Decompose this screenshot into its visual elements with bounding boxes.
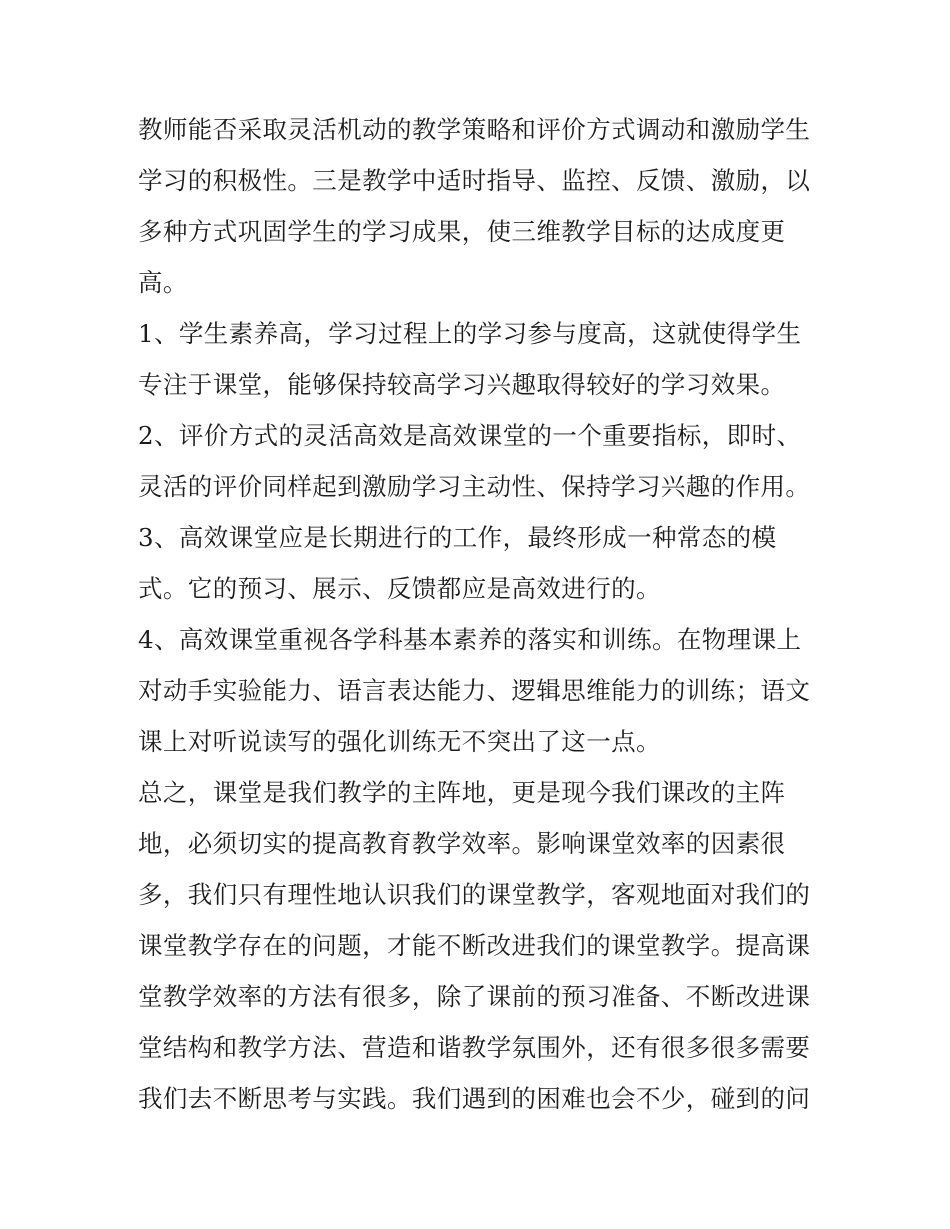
text-line: 4、高效课堂重视各学科基本素养的落实和训练。在物理课上 — [138, 625, 802, 654]
text-line: 堂结构和教学方法、营造和谐教学氛围外，还有很多很多需要 — [138, 1033, 811, 1062]
text-line: 多，我们只有理性地认识我们的课堂教学，客观地面对我们的 — [138, 880, 811, 909]
text-line: 学习的积极性。三是教学中适时指导、监控、反馈、激励，以 — [138, 166, 811, 195]
text-line: 灵活的评价同样起到激励学习主动性、保持学习兴趣的作用。 — [138, 472, 811, 501]
text-line: 式。它的预习、展示、反馈都应是高效进行的。 — [138, 574, 661, 603]
text-line: 教师能否采取灵活机动的教学策略和评价方式调动和激励学生 — [138, 115, 811, 144]
text-line: 对动手实验能力、语言表达能力、逻辑思维能力的训练；语文 — [138, 676, 811, 705]
text-line: 专注于课堂，能够保持较高学习兴趣取得较好的学习效果。 — [138, 370, 786, 399]
text-line: 3、高效课堂应是长期进行的工作，最终形成一种常态的模 — [138, 523, 777, 552]
text-line: 1、学生素养高，学习过程上的学习参与度高，这就使得学生 — [138, 319, 802, 348]
text-line: 高。 — [138, 268, 188, 297]
text-line: 2、评价方式的灵活高效是高效课堂的一个重要指标，即时、 — [138, 421, 802, 450]
text-line: 地，必须切实的提高教育教学效率。影响课堂效率的因素很 — [138, 829, 786, 858]
text-line: 我们去不断思考与实践。我们遇到的困难也会不少，碰到的问 — [138, 1084, 811, 1113]
text-line: 课堂教学存在的问题，才能不断改进我们的课堂教学。提高课 — [138, 931, 811, 960]
text-line: 课上对听说读写的强化训练无不突出了这一点。 — [138, 727, 661, 756]
document-body — [138, 104, 828, 1124]
text-line: 堂教学效率的方法有很多，除了课前的预习准备、不断改进课 — [138, 982, 811, 1011]
text-line: 多种方式巩固学生的学习成果，使三维教学目标的达成度更 — [138, 217, 786, 246]
text-line: 总之，课堂是我们教学的主阵地，更是现今我们课改的主阵 — [138, 778, 786, 807]
